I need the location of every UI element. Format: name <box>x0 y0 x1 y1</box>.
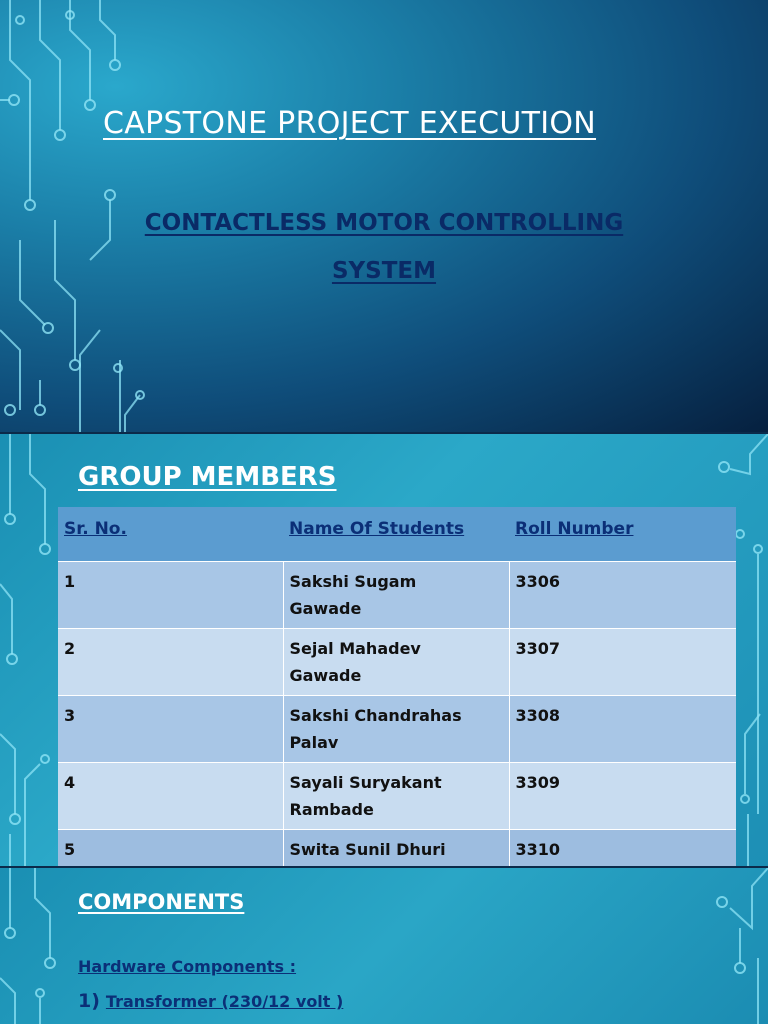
cell-sr: 1 <box>58 562 283 629</box>
cell-sr: 5 <box>58 830 283 867</box>
cell-sr: 2 <box>58 629 283 696</box>
cell-roll: 3310 <box>509 830 736 867</box>
presentation-title: CAPSTONE PROJECT EXECUTION <box>103 106 597 141</box>
cell-name <box>283 830 509 867</box>
table-row <box>58 696 736 763</box>
components-slide <box>0 868 768 1024</box>
name-line-1: Sejal Mahadev <box>289 639 421 658</box>
members-table <box>58 507 736 866</box>
table-row <box>58 763 736 830</box>
table-header-row <box>58 507 736 562</box>
group-members-slide <box>0 434 768 866</box>
cell-roll: 3306 <box>509 562 736 629</box>
title-slide <box>0 0 768 432</box>
name-line-1: Sakshi Chandrahas <box>289 706 462 725</box>
subtitle-line-1: CONTACTLESS MOTOR CONTROLLING <box>144 210 624 236</box>
name-line-1: Sakshi Sugam <box>289 572 417 591</box>
cell-name <box>283 629 509 696</box>
subtitle-line-2: SYSTEM <box>331 258 437 284</box>
cell-name <box>283 696 509 763</box>
item-text: Transformer (230/12 volt ) <box>105 992 344 1011</box>
cell-roll: 3307 <box>509 629 736 696</box>
column-header-name: Name Of Students <box>283 507 509 562</box>
name-line-2: Rambade <box>289 800 374 819</box>
hardware-components-label: Hardware Components : <box>78 957 297 976</box>
cell-roll: 3308 <box>509 696 736 763</box>
cell-roll: 3309 <box>509 763 736 830</box>
project-subtitle <box>126 199 642 295</box>
item-number: 1) <box>78 990 100 1012</box>
name-line-1: Sayali Suryakant <box>289 773 442 792</box>
hardware-item <box>78 990 343 1012</box>
cell-name <box>283 763 509 830</box>
cell-sr: 4 <box>58 763 283 830</box>
name-line-2: Palav <box>289 733 339 752</box>
group-members-heading: GROUP MEMBERS <box>78 462 337 492</box>
table-row <box>58 562 736 629</box>
components-heading: COMPONENTS <box>78 890 245 914</box>
name-line-1: Swita Sunil Dhuri <box>289 840 446 859</box>
name-line-2: Gawade <box>289 666 362 685</box>
column-header-roll: Roll Number <box>509 507 736 562</box>
column-header-sr-no: Sr. No. <box>58 507 283 562</box>
name-line-2: Gawade <box>289 599 362 618</box>
table-row <box>58 629 736 696</box>
table-row <box>58 830 736 867</box>
cell-sr: 3 <box>58 696 283 763</box>
cell-name <box>283 562 509 629</box>
